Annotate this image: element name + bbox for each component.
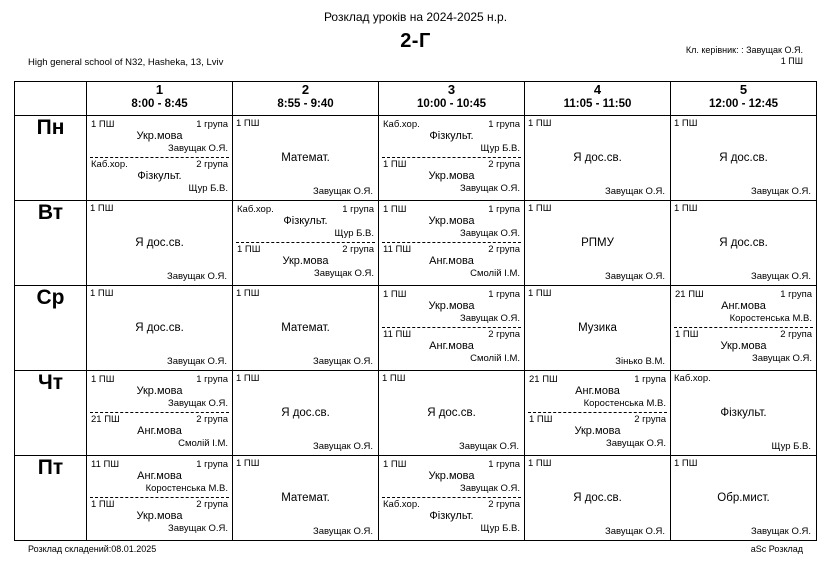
- lesson-cell-inner: [87, 456, 232, 540]
- lesson-subject: Я дос.св.: [573, 152, 622, 164]
- lesson-group: 2 група: [488, 159, 520, 170]
- lesson-room: 11 ПШ: [383, 329, 412, 340]
- lesson-teacher: Смолій І.М.: [178, 438, 228, 449]
- lesson-room: 1 ПШ: [383, 289, 407, 300]
- period-header-2: [233, 82, 379, 116]
- lesson-group: 2 група: [342, 244, 374, 255]
- lesson-room: 1 ПШ: [90, 288, 114, 299]
- lesson-cell[interactable]: [233, 286, 379, 371]
- lesson-meta-row: [383, 204, 520, 215]
- lesson-cell-inner: [525, 456, 670, 540]
- lesson-group: 1 група: [196, 459, 228, 470]
- lesson-cell[interactable]: [525, 116, 671, 201]
- lesson-single: [90, 288, 229, 368]
- lesson-single: [236, 118, 375, 198]
- lesson-room: 1 ПШ: [528, 458, 552, 469]
- timetable-header-row: [15, 82, 817, 116]
- lesson-subject: Фізкульт.: [137, 170, 182, 182]
- lesson-subject: Математ.: [281, 152, 330, 164]
- lesson-bottom-group: [382, 498, 521, 538]
- lesson-subject: Анг.мова: [429, 255, 474, 267]
- lesson-cell[interactable]: [233, 456, 379, 541]
- lesson-single: [674, 203, 813, 283]
- lesson-cell[interactable]: [671, 286, 817, 371]
- lesson-group: 2 група: [488, 244, 520, 255]
- lesson-subject: Я дос.св.: [135, 322, 184, 334]
- lesson-cell[interactable]: [379, 371, 525, 456]
- lesson-top-group: [674, 288, 813, 328]
- lesson-room: 1 ПШ: [528, 203, 552, 214]
- lesson-teacher: Завущак О.Я.: [458, 441, 519, 452]
- lesson-cell-inner: [87, 286, 232, 370]
- lesson-teacher: Завущак О.Я.: [459, 183, 520, 194]
- lesson-cell-inner: [233, 456, 378, 540]
- lesson-room: 1 ПШ: [383, 459, 407, 470]
- lesson-subject: Я дос.св.: [719, 237, 768, 249]
- lesson-cell-inner: [233, 371, 378, 455]
- lesson-cell-inner: [379, 116, 524, 200]
- lesson-cell[interactable]: [233, 116, 379, 201]
- lesson-teacher: Завущак О.Я.: [459, 228, 520, 239]
- lesson-group: 2 група: [196, 414, 228, 425]
- lesson-cell[interactable]: [233, 201, 379, 286]
- lesson-meta-row: [91, 119, 228, 130]
- footer-software-name: aSc Розклад: [750, 544, 803, 554]
- day-label: Вт: [15, 201, 87, 286]
- table-row: [15, 456, 817, 541]
- lesson-split-groups: [90, 458, 229, 538]
- period-time: 11:05 - 11:50: [563, 98, 632, 110]
- period-number: 4: [593, 82, 602, 97]
- lesson-teacher: Завущак О.Я.: [312, 186, 373, 197]
- period-time: 12:00 - 12:45: [708, 98, 779, 110]
- period-number: 2: [301, 82, 310, 97]
- lesson-room: 1 ПШ: [236, 373, 260, 384]
- day-label: Чт: [15, 371, 87, 456]
- lesson-cell[interactable]: [87, 116, 233, 201]
- lesson-room: 1 ПШ: [528, 288, 552, 299]
- lesson-cell[interactable]: [233, 371, 379, 456]
- lesson-teacher: Завущак О.Я.: [605, 438, 666, 449]
- lesson-subject: Укр.мова: [574, 425, 621, 437]
- lesson-cell[interactable]: [87, 456, 233, 541]
- lesson-top-group: [90, 118, 229, 158]
- period-number: 1: [155, 82, 164, 97]
- lesson-teacher: Завущак О.Я.: [459, 313, 520, 324]
- lesson-cell[interactable]: [379, 201, 525, 286]
- lesson-single: [674, 458, 813, 538]
- period-header-5: [671, 82, 817, 116]
- lesson-teacher: Завущак О.Я.: [166, 356, 227, 367]
- lesson-cell-inner: [87, 116, 232, 200]
- lesson-room: 1 ПШ: [236, 458, 260, 469]
- lesson-subject: Я дос.св.: [281, 407, 330, 419]
- period-time: 10:00 - 10:45: [416, 98, 487, 110]
- lesson-meta-row: [91, 374, 228, 385]
- lesson-subject: Фізкульт.: [429, 130, 474, 142]
- lesson-bottom-group: [90, 158, 229, 198]
- lesson-meta-row: [91, 159, 228, 170]
- lesson-room: Каб.хор.: [383, 499, 420, 510]
- period-number: 3: [447, 82, 456, 97]
- lesson-teacher: Завущак О.Я.: [750, 526, 811, 537]
- day-label: Пн: [15, 116, 87, 201]
- lesson-room: 1 ПШ: [91, 374, 115, 385]
- lesson-subject: Укр.мова: [136, 130, 183, 142]
- lesson-teacher: Коростенська М.В.: [583, 398, 666, 409]
- lesson-bottom-group: [90, 413, 229, 453]
- homeroom-teacher: Кл. керівник: : Завущак О.Я.: [685, 45, 803, 55]
- lesson-cell[interactable]: [379, 286, 525, 371]
- lesson-room: Каб.хор.: [237, 204, 274, 215]
- lesson-single: [528, 118, 667, 198]
- lesson-single: [528, 203, 667, 283]
- lesson-room: 1 ПШ: [91, 499, 115, 510]
- homeroom-info: [686, 45, 803, 67]
- day-label: Пт: [15, 456, 87, 541]
- lesson-meta-row: [675, 289, 812, 300]
- lesson-bottom-group: [382, 328, 521, 368]
- lesson-room: 1 ПШ: [236, 288, 260, 299]
- lesson-cell-inner: [671, 371, 816, 455]
- lesson-bottom-group: [528, 413, 667, 453]
- lesson-room: 1 ПШ: [528, 118, 552, 129]
- lesson-cell[interactable]: [87, 201, 233, 286]
- lesson-group: 1 група: [488, 204, 520, 215]
- lesson-split-groups: [382, 118, 521, 198]
- lesson-teacher: Завущак О.Я.: [167, 523, 228, 534]
- lesson-meta-row: [383, 159, 520, 170]
- lesson-cell[interactable]: [671, 201, 817, 286]
- lesson-teacher: Завущак О.Я.: [751, 353, 812, 364]
- lesson-cell-inner: [87, 371, 232, 455]
- lesson-teacher: Завущак О.Я.: [313, 268, 374, 279]
- lesson-cell-inner: [671, 201, 816, 285]
- page-title: Розклад уроків на 2024-2025 н.р.: [323, 10, 508, 24]
- lesson-subject: Анг.мова: [137, 425, 182, 437]
- lesson-subject: Я дос.св.: [427, 407, 476, 419]
- lesson-room: 1 ПШ: [382, 373, 406, 384]
- lesson-teacher: Завущак О.Я.: [312, 441, 373, 452]
- lesson-top-group: [90, 373, 229, 413]
- lesson-split-groups: [236, 203, 375, 283]
- lesson-top-group: [382, 288, 521, 328]
- lesson-group: 1 група: [488, 119, 520, 130]
- lesson-meta-row: [383, 499, 520, 510]
- school-info: High general school of N32, Hasheka, 13, Lviv: [28, 57, 224, 68]
- lesson-split-groups: [382, 458, 521, 538]
- lesson-cell[interactable]: [525, 371, 671, 456]
- lesson-room: Каб.хор.: [674, 373, 711, 384]
- lesson-group: 2 група: [196, 499, 228, 510]
- lesson-meta-row: [383, 244, 520, 255]
- lesson-subject: Укр.мова: [136, 385, 183, 397]
- period-time: 8:55 - 9:40: [277, 98, 334, 110]
- lesson-cell[interactable]: [671, 116, 817, 201]
- homeroom-room: 1 ПШ: [780, 56, 803, 66]
- lesson-cell-inner: [525, 286, 670, 370]
- lesson-room: 1 ПШ: [674, 118, 698, 129]
- lesson-cell-inner: [379, 371, 524, 455]
- lesson-top-group: [528, 373, 667, 413]
- lesson-group: 2 група: [488, 499, 520, 510]
- lesson-subject: РПМУ: [581, 237, 614, 249]
- lesson-teacher: Щур Б.В.: [188, 183, 228, 194]
- lesson-meta-row: [675, 329, 812, 340]
- lesson-cell[interactable]: [525, 201, 671, 286]
- lesson-room: 11 ПШ: [383, 244, 412, 255]
- lesson-room: 21 ПШ: [91, 414, 120, 425]
- lesson-single: [90, 203, 229, 283]
- lesson-meta-row: [383, 459, 520, 470]
- lesson-cell-inner: [525, 201, 670, 285]
- lesson-single: [236, 373, 375, 453]
- lesson-subject: Фізкульт.: [283, 215, 328, 227]
- lesson-bottom-group: [236, 243, 375, 283]
- lesson-teacher: Завущак О.Я.: [166, 271, 227, 282]
- lesson-subject: Музика: [578, 322, 617, 334]
- lesson-meta-row: [383, 119, 520, 130]
- lesson-room: 1 ПШ: [237, 244, 261, 255]
- period-number: 5: [739, 82, 748, 97]
- lesson-teacher: Коростенська М.В.: [145, 483, 228, 494]
- table-row: [15, 371, 817, 456]
- lesson-room: 1 ПШ: [675, 329, 699, 340]
- lesson-subject: Укр.мова: [428, 470, 475, 482]
- lesson-group: 1 група: [196, 119, 228, 130]
- lesson-teacher: Зінько В.М.: [615, 356, 665, 367]
- lesson-teacher: Щур Б.В.: [334, 228, 374, 239]
- period-header-3: [379, 82, 525, 116]
- lesson-single: [382, 373, 521, 453]
- lesson-teacher: Щур Б.В.: [480, 143, 520, 154]
- lesson-teacher: Завущак О.Я.: [604, 271, 665, 282]
- lesson-group: 1 група: [488, 459, 520, 470]
- lesson-single: [674, 373, 813, 453]
- lesson-cell[interactable]: [671, 456, 817, 541]
- lesson-cell[interactable]: [671, 371, 817, 456]
- lesson-top-group: [382, 203, 521, 243]
- lesson-subject: Укр.мова: [136, 510, 183, 522]
- lesson-single: [236, 288, 375, 368]
- table-row: [15, 116, 817, 201]
- lesson-room: 1 ПШ: [529, 414, 553, 425]
- lesson-teacher: Завущак О.Я.: [750, 271, 811, 282]
- footer: [14, 544, 817, 560]
- lesson-room: 1 ПШ: [383, 204, 407, 215]
- lesson-subject: Анг.мова: [721, 300, 766, 312]
- lesson-split-groups: [674, 288, 813, 368]
- lesson-meta-row: [529, 414, 666, 425]
- timetable-body: [15, 116, 817, 541]
- lesson-room: 1 ПШ: [383, 159, 407, 170]
- lesson-room: 1 ПШ: [674, 458, 698, 469]
- lesson-cell[interactable]: [87, 286, 233, 371]
- lesson-cell-inner: [233, 116, 378, 200]
- lesson-subject: Фізкульт.: [429, 510, 474, 522]
- lesson-cell-inner: [671, 456, 816, 540]
- lesson-cell[interactable]: [525, 286, 671, 371]
- lesson-teacher: Завущак О.Я.: [604, 186, 665, 197]
- lesson-room: 1 ПШ: [90, 203, 114, 214]
- lesson-single: [674, 118, 813, 198]
- lesson-teacher: Смолій І.М.: [470, 353, 520, 364]
- lesson-teacher: Завущак О.Я.: [167, 143, 228, 154]
- lesson-teacher: Завущак О.Я.: [459, 483, 520, 494]
- period-header-4: [525, 82, 671, 116]
- day-label: Ср: [15, 286, 87, 371]
- meta-row: [14, 45, 817, 81]
- lesson-subject: Математ.: [281, 322, 330, 334]
- lesson-teacher: Завущак О.Я.: [604, 526, 665, 537]
- lesson-subject: Укр.мова: [428, 300, 475, 312]
- lesson-subject: Я дос.св.: [719, 152, 768, 164]
- lesson-group: 2 група: [196, 159, 228, 170]
- lesson-teacher: Завущак О.Я.: [312, 356, 373, 367]
- lesson-bottom-group: [674, 328, 813, 368]
- table-row: [15, 201, 817, 286]
- lesson-group: 2 група: [488, 329, 520, 340]
- lesson-meta-row: [91, 459, 228, 470]
- lesson-single: [236, 458, 375, 538]
- lesson-split-groups: [382, 288, 521, 368]
- lesson-group: 2 група: [634, 414, 666, 425]
- lesson-split-groups: [528, 373, 667, 453]
- lesson-group: 2 група: [780, 329, 812, 340]
- lesson-top-group: [236, 203, 375, 243]
- class-name: 2-Г: [400, 30, 431, 52]
- lesson-subject: Укр.мова: [428, 170, 475, 182]
- lesson-bottom-group: [90, 498, 229, 538]
- lesson-teacher: Смолій І.М.: [470, 268, 520, 279]
- lesson-room: 1 ПШ: [236, 118, 260, 129]
- lesson-subject: Укр.мова: [282, 255, 329, 267]
- lesson-group: 1 група: [488, 289, 520, 300]
- corner-cell: [15, 82, 87, 116]
- lesson-group: 1 група: [196, 374, 228, 385]
- lesson-subject: Я дос.св.: [573, 492, 622, 504]
- lesson-cell[interactable]: [379, 116, 525, 201]
- lesson-subject: Анг.мова: [429, 340, 474, 352]
- lesson-subject: Обр.мист.: [717, 492, 770, 504]
- period-time: 8:00 - 8:45: [131, 98, 188, 110]
- table-row: [15, 286, 817, 371]
- lesson-split-groups: [382, 203, 521, 283]
- lesson-cell-inner: [379, 286, 524, 370]
- lesson-room: Каб.хор.: [91, 159, 128, 170]
- lesson-teacher: Завущак О.Я.: [167, 398, 228, 409]
- lesson-teacher: Коростенська М.В.: [729, 313, 812, 324]
- lesson-subject: Математ.: [281, 492, 330, 504]
- lesson-room: Каб.хор.: [383, 119, 420, 130]
- lesson-subject: Укр.мова: [720, 340, 767, 352]
- lesson-cell-inner: [233, 286, 378, 370]
- lesson-teacher: Щур Б.В.: [480, 523, 520, 534]
- lesson-bottom-group: [382, 243, 521, 283]
- lesson-meta-row: [529, 374, 666, 385]
- timetable: [14, 81, 817, 541]
- lesson-split-groups: [90, 118, 229, 198]
- lesson-subject: Анг.мова: [575, 385, 620, 397]
- lesson-subject: Укр.мова: [428, 215, 475, 227]
- lesson-top-group: [90, 458, 229, 498]
- lesson-cell[interactable]: [525, 456, 671, 541]
- lesson-meta-row: [383, 289, 520, 300]
- lesson-group: 1 група: [780, 289, 812, 300]
- lesson-cell-inner: [379, 456, 524, 540]
- lesson-room: 21 ПШ: [675, 289, 704, 300]
- lesson-cell-inner: [233, 201, 378, 285]
- lesson-top-group: [382, 118, 521, 158]
- lesson-meta-row: [237, 244, 374, 255]
- lesson-teacher: Завущак О.Я.: [312, 526, 373, 537]
- footer-generated-date: Розклад складений:08.01.2025: [28, 544, 157, 554]
- lesson-cell[interactable]: [87, 371, 233, 456]
- lesson-meta-row: [237, 204, 374, 215]
- lesson-bottom-group: [382, 158, 521, 198]
- period-header-1: [87, 82, 233, 116]
- lesson-cell-inner: [379, 201, 524, 285]
- lesson-room: 21 ПШ: [529, 374, 558, 385]
- lesson-cell-inner: [87, 201, 232, 285]
- lesson-subject: Фізкульт.: [720, 407, 767, 419]
- lesson-split-groups: [90, 373, 229, 453]
- lesson-top-group: [382, 458, 521, 498]
- lesson-meta-row: [91, 499, 228, 510]
- lesson-cell-inner: [525, 116, 670, 200]
- lesson-subject: Я дос.св.: [135, 237, 184, 249]
- lesson-teacher: Завущак О.Я.: [750, 186, 811, 197]
- lesson-subject: Анг.мова: [137, 470, 182, 482]
- lesson-room: 11 ПШ: [91, 459, 120, 470]
- lesson-cell[interactable]: [379, 456, 525, 541]
- lesson-single: [528, 458, 667, 538]
- lesson-single: [528, 288, 667, 368]
- lesson-meta-row: [91, 414, 228, 425]
- lesson-cell-inner: [671, 116, 816, 200]
- lesson-meta-row: [383, 329, 520, 340]
- lesson-room: 1 ПШ: [674, 203, 698, 214]
- lesson-group: 1 група: [342, 204, 374, 215]
- lesson-room: 1 ПШ: [91, 119, 115, 130]
- lesson-teacher: Щур Б.В.: [771, 441, 811, 452]
- lesson-cell-inner: [525, 371, 670, 455]
- lesson-cell-inner: [671, 286, 816, 370]
- lesson-group: 1 група: [634, 374, 666, 385]
